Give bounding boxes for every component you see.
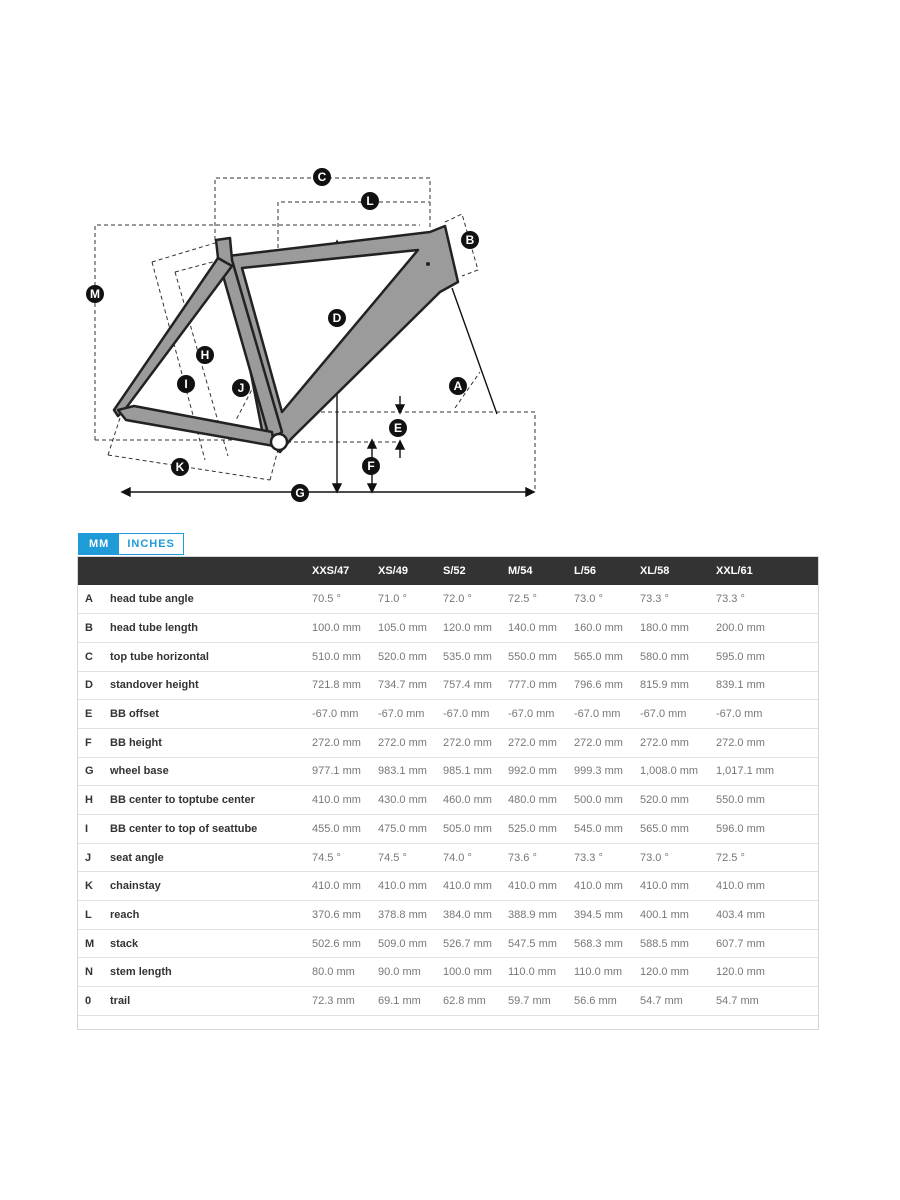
row-value: 73.3 ° [574, 851, 603, 864]
row-value: -67.0 mm [443, 708, 490, 721]
row-value: 400.1 mm [640, 908, 689, 921]
row-key: D [85, 679, 93, 692]
table-row [78, 786, 818, 815]
row-value: 410.0 mm [508, 880, 557, 893]
row-value: 388.9 mm [508, 908, 557, 921]
unit-mm-button[interactable]: MM [79, 534, 119, 554]
row-value: 545.0 mm [574, 822, 623, 835]
row-value: 410.0 mm [716, 880, 765, 893]
header-blank [78, 557, 106, 585]
row-value: 410.0 mm [312, 880, 361, 893]
svg-text:A: A [453, 379, 463, 393]
row-value: -67.0 mm [312, 708, 359, 721]
svg-text:J: J [237, 381, 245, 395]
row-value: 272.0 mm [716, 736, 765, 749]
row-value: 505.0 mm [443, 822, 492, 835]
row-value: 1,017.1 mm [716, 765, 775, 778]
row-value: 410.0 mm [640, 880, 689, 893]
row-label: BB center to toptube center [110, 794, 255, 807]
row-value: 272.0 mm [378, 736, 427, 749]
marker-g [291, 484, 309, 502]
row-value: 100.0 mm [443, 966, 492, 979]
table-row [78, 728, 818, 757]
svg-text:H: H [200, 348, 210, 362]
row-label: head tube length [110, 622, 198, 635]
row-value: 105.0 mm [378, 622, 427, 635]
marker-c [313, 168, 331, 186]
row-value: 74.0 ° [443, 851, 472, 864]
row-label: reach [110, 908, 140, 921]
row-key: M [85, 937, 95, 950]
row-label: wheel base [110, 765, 169, 778]
row-value: 73.0 ° [574, 593, 603, 606]
table-body [78, 585, 818, 1015]
row-key: B [85, 622, 93, 635]
table-row [78, 901, 818, 930]
row-value: 580.0 mm [640, 650, 689, 663]
header-size: M/54 [508, 565, 533, 577]
row-value: 394.5 mm [574, 908, 623, 921]
row-value: 80.0 mm [312, 966, 355, 979]
svg-text:B: B [465, 233, 475, 247]
row-value: 59.7 mm [508, 994, 551, 1007]
row-key: E [85, 708, 93, 721]
row-value: 777.0 mm [508, 679, 557, 692]
row-label: head tube angle [110, 593, 194, 606]
table-row [78, 843, 818, 872]
row-value: 384.0 mm [443, 908, 492, 921]
row-value: 983.1 mm [378, 765, 427, 778]
table-header-row [78, 557, 818, 585]
header-size: L/56 [574, 565, 597, 577]
table-row [78, 815, 818, 844]
row-value: 62.8 mm [443, 994, 486, 1007]
row-value: 120.0 mm [716, 966, 765, 979]
row-value: 56.6 mm [574, 994, 617, 1007]
svg-text:C: C [317, 170, 327, 184]
row-label: BB offset [110, 708, 159, 721]
row-value: 370.6 mm [312, 908, 361, 921]
row-value: 272.0 mm [640, 736, 689, 749]
row-value: 430.0 mm [378, 794, 427, 807]
marker-h [196, 346, 214, 364]
row-value: 796.6 mm [574, 679, 623, 692]
row-label: stem length [110, 966, 172, 979]
table-row [78, 671, 818, 700]
unit-inches-button[interactable]: INCHES [119, 534, 183, 554]
row-value: 69.1 mm [378, 994, 421, 1007]
row-value: 550.0 mm [508, 650, 557, 663]
row-value: 73.3 ° [640, 593, 669, 606]
row-value: 54.7 mm [716, 994, 759, 1007]
row-value: 526.7 mm [443, 937, 492, 950]
row-value: 535.0 mm [443, 650, 492, 663]
row-value: 100.0 mm [312, 622, 361, 635]
row-value: 721.8 mm [312, 679, 361, 692]
row-key: N [85, 966, 93, 979]
geometry-table-container [77, 556, 819, 1030]
row-value: 475.0 mm [378, 822, 427, 835]
row-key: K [85, 880, 93, 893]
row-value: 272.0 mm [574, 736, 623, 749]
svg-text:M: M [90, 287, 100, 301]
marker-m [86, 285, 104, 303]
row-value: 180.0 mm [640, 622, 689, 635]
geometry-table [78, 557, 818, 1016]
row-value: 839.1 mm [716, 679, 765, 692]
row-value: 607.7 mm [716, 937, 765, 950]
row-value: 90.0 mm [378, 966, 421, 979]
svg-text:K: K [175, 460, 185, 474]
svg-text:F: F [367, 459, 375, 473]
row-label: standover height [110, 679, 199, 692]
marker-f [362, 457, 380, 475]
header-size: S/52 [443, 565, 466, 577]
table-row [78, 872, 818, 901]
row-value: 547.5 mm [508, 937, 557, 950]
row-value: 502.6 mm [312, 937, 361, 950]
marker-b [461, 231, 479, 249]
row-key: H [85, 794, 93, 807]
row-value: 72.5 ° [508, 593, 537, 606]
table-row [78, 700, 818, 729]
row-value: -67.0 mm [640, 708, 687, 721]
row-value: 520.0 mm [378, 650, 427, 663]
row-value: 999.3 mm [574, 765, 623, 778]
row-key: C [85, 650, 93, 663]
row-value: 568.3 mm [574, 937, 623, 950]
row-value: -67.0 mm [574, 708, 621, 721]
row-value: 565.0 mm [574, 650, 623, 663]
svg-text:I: I [184, 377, 188, 391]
header-size: XXS/47 [312, 565, 350, 577]
row-value: 757.4 mm [443, 679, 492, 692]
row-value: 815.9 mm [640, 679, 689, 692]
row-value: 1,008.0 mm [640, 765, 699, 778]
row-value: 525.0 mm [508, 822, 557, 835]
row-value: 460.0 mm [443, 794, 492, 807]
marker-l [361, 192, 379, 210]
row-value: 510.0 mm [312, 650, 361, 663]
row-value: 378.8 mm [378, 908, 427, 921]
row-label: stack [110, 937, 139, 950]
table-row [78, 929, 818, 958]
row-value: 73.6 ° [508, 851, 537, 864]
row-label: trail [110, 994, 131, 1007]
row-value: -67.0 mm [716, 708, 763, 721]
row-label: BB center to top of seattube [110, 822, 258, 835]
row-value: 500.0 mm [574, 794, 623, 807]
row-value: 160.0 mm [574, 622, 623, 635]
svg-text:G: G [295, 486, 305, 500]
table-row [78, 585, 818, 614]
row-value: 985.1 mm [443, 765, 492, 778]
svg-text:E: E [393, 421, 403, 435]
row-value: 200.0 mm [716, 622, 765, 635]
row-value: 480.0 mm [508, 794, 557, 807]
row-value: 520.0 mm [640, 794, 689, 807]
row-value: 734.7 mm [378, 679, 427, 692]
row-value: 54.7 mm [640, 994, 683, 1007]
row-value: 72.3 mm [312, 994, 355, 1007]
unit-toggle [78, 533, 184, 555]
row-key: L [85, 908, 92, 921]
row-value: 120.0 mm [443, 622, 492, 635]
row-value: 74.5 ° [312, 851, 341, 864]
table-row [78, 958, 818, 987]
row-value: 70.5 ° [312, 593, 341, 606]
row-value: 110.0 mm [508, 966, 557, 979]
table-row [78, 757, 818, 786]
marker-a [449, 377, 467, 395]
row-label: BB height [110, 736, 162, 749]
row-value: 403.4 mm [716, 908, 765, 921]
header-size: XS/49 [378, 565, 408, 577]
row-value: 595.0 mm [716, 650, 765, 663]
svg-text:D: D [332, 311, 342, 325]
marker-d [328, 309, 346, 327]
row-value: 140.0 mm [508, 622, 557, 635]
row-label: top tube horizontal [110, 650, 209, 663]
row-value: 565.0 mm [640, 822, 689, 835]
row-value: 596.0 mm [716, 822, 765, 835]
row-value: 272.0 mm [443, 736, 492, 749]
row-value: 120.0 mm [640, 966, 689, 979]
row-value: 272.0 mm [312, 736, 361, 749]
row-value: 72.5 ° [716, 851, 745, 864]
row-value: 410.0 mm [312, 794, 361, 807]
row-value: 73.0 ° [640, 851, 669, 864]
table-row [78, 614, 818, 643]
row-value: 73.3 ° [716, 593, 745, 606]
row-value: -67.0 mm [378, 708, 425, 721]
row-key: J [85, 851, 92, 864]
row-key: F [85, 736, 92, 749]
row-value: 410.0 mm [443, 880, 492, 893]
row-value: 110.0 mm [574, 966, 623, 979]
row-value: -67.0 mm [508, 708, 555, 721]
row-value: 455.0 mm [312, 822, 361, 835]
table-row [78, 987, 818, 1016]
row-key: G [85, 765, 94, 778]
table-row [78, 642, 818, 671]
row-label: chainstay [110, 880, 161, 893]
row-value: 588.5 mm [640, 937, 689, 950]
row-value: 977.1 mm [312, 765, 361, 778]
marker-j [232, 379, 250, 397]
row-value: 509.0 mm [378, 937, 427, 950]
marker-k [171, 458, 189, 476]
frame-geometry-diagram [80, 150, 560, 520]
header-blank [106, 557, 308, 585]
row-value: 410.0 mm [378, 880, 427, 893]
row-value: 74.5 ° [378, 851, 407, 864]
marker-i [177, 375, 195, 393]
row-value: 71.0 ° [378, 593, 407, 606]
header-size: XL/58 [640, 565, 670, 577]
row-value: 272.0 mm [508, 736, 557, 749]
row-value: 550.0 mm [716, 794, 765, 807]
row-value: 992.0 mm [508, 765, 557, 778]
row-value: 72.0 ° [443, 593, 472, 606]
row-key: 0 [85, 994, 92, 1007]
bike-frame [114, 226, 458, 452]
row-value: 410.0 mm [574, 880, 623, 893]
row-label: seat angle [110, 851, 164, 864]
row-key: I [85, 822, 89, 835]
marker-e [389, 419, 407, 437]
header-size: XXL/61 [716, 565, 753, 577]
row-key: A [85, 593, 93, 606]
svg-text:L: L [366, 194, 374, 208]
